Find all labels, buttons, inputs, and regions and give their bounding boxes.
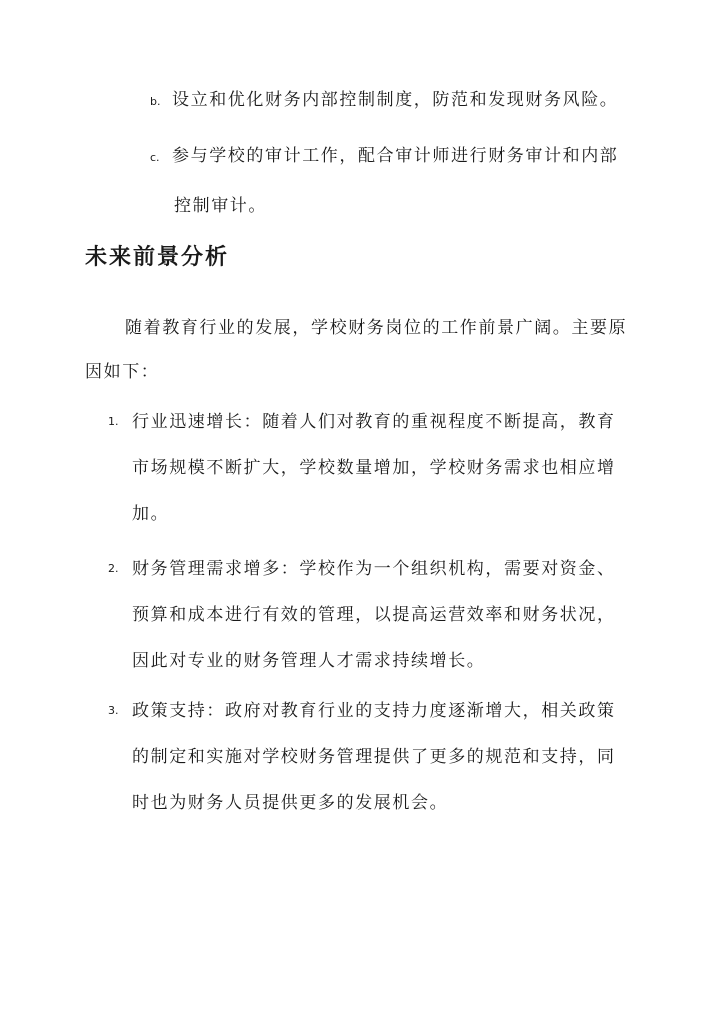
sub-list-text: 参与学校的审计工作，配合审计师进行财务审计和内部 bbox=[172, 146, 619, 166]
numbered-list-item-3 bbox=[108, 688, 648, 826]
sub-list-item-c bbox=[150, 132, 670, 231]
list-item-text: 政策支持：政府对教育行业的支持力度逐渐增大，相关政策的制定和实施对学校财务管理提供了更多的规范和支持，同时也为财务人员提供更多的发展机会。 bbox=[132, 701, 616, 813]
list-item-text: 财务管理需求增多：学校作为一个组织机构，需要对资金、预算和成本进行有效的管理，以提高运营效率和财务状况，因此对专业的财务管理人才需求持续增长。 bbox=[132, 559, 616, 671]
numbered-list-item-1 bbox=[108, 399, 648, 537]
sub-list-item-b bbox=[150, 76, 670, 126]
sub-list-text: 设立和优化财务内部控制制度，防范和发现财务风险。 bbox=[172, 90, 619, 110]
section-heading: 未来前景分析 bbox=[85, 245, 230, 270]
list-item-text: 行业迅速增长：随着人们对教育的重视程度不断提高，教育市场规模不断扩大，学校数量增加，学校财务需求也相应增加。 bbox=[132, 412, 616, 524]
intro-paragraph: 随着教育行业的发展，学校财务岗位的工作前景广阔。主要原因如下： bbox=[85, 318, 628, 382]
list-number: 1. bbox=[108, 415, 119, 428]
numbered-list-item-2 bbox=[108, 546, 648, 684]
sub-list-marker: b. bbox=[150, 95, 161, 108]
list-number: 2. bbox=[108, 562, 119, 575]
list-number: 3. bbox=[108, 704, 119, 717]
sub-list-marker: c. bbox=[150, 151, 160, 164]
sub-list-text-continuation: 控制审计。 bbox=[174, 196, 267, 216]
